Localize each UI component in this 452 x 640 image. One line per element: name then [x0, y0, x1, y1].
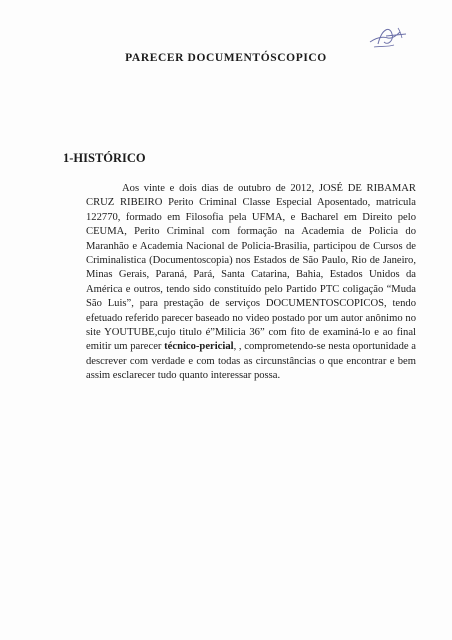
section-heading-historico: 1-HISTÓRICO: [63, 151, 146, 165]
paragraph-emphasis-tecnico-pericial: técnico-pericial: [164, 341, 234, 353]
document-title: PARECER DOCUMENTÓSCOPICO: [125, 52, 327, 64]
handwritten-signature-icon: [364, 22, 412, 50]
historico-paragraph: [86, 182, 416, 384]
paragraph-text-part2: , , comprometendo-se nesta oportunidade a descrever com verdade e com todas as circunstâncias o que encontrar e bem assim esclarecer tudo quanto interessar possa.: [86, 341, 416, 382]
paragraph-text-part1: Aos vinte e dois dias de outubro de 2012, JOSÉ DE RIBAMAR CRUZ RIBEIRO Perito Criminal Classe Especial Aposentado, matricula 122770, formado em Filosofia pela UFMA, e Bacharel em Direito pelo CEUMA, Perito Criminal com formação na Academia de Policia do Maranhão e Academia Nacional de Policia-Brasilia, participou de Cursos de Criminalistica (Documentoscopia) nos Estados de São Paulo, Rio de Janeiro, Minas Gerais, Paraná, Pará, Santa Catarina, Bahia, Estados Unidos da América e outros, tendo sido constituído pelo Partido PTC coligação “Muda São Luis”, para prestação de serviços DOCUMENTOSCOPICOS, tendo efetuado referido parecer baseado no video postado por um autor anônimo no site YOUTUBE,cujo titulo é”Milicia 36” com fito de examiná-lo e ao final emitir um parecer: [86, 183, 416, 353]
